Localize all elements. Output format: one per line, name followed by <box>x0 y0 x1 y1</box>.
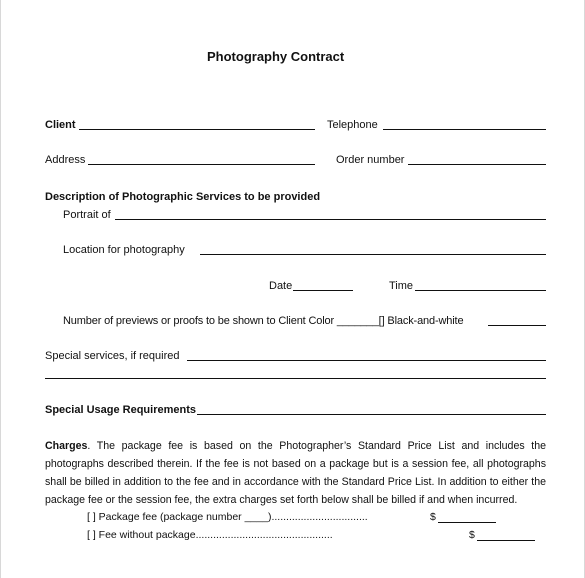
location-label: Location for photography <box>63 244 185 256</box>
client-field[interactable] <box>79 129 315 130</box>
charges-text: . The package fee is based on the Photographer’s Standard Price List and includes the photographs described therein. If the fee is not based on a package but is a session fee, all photographs shall be billed in addition to the fee and in accordance with the Standard Price List. In addition to either the package fee or the session fee, the extra charges set forth below shall be billed if and when incurred. <box>45 440 546 506</box>
telephone-label: Telephone <box>327 119 378 131</box>
order-number-label: Order number <box>336 154 405 166</box>
date-label: Date <box>269 280 293 292</box>
without-package-currency: $ <box>469 529 475 541</box>
special-services-field-line2[interactable] <box>45 378 546 379</box>
address-label: Address <box>45 154 86 166</box>
date-field[interactable] <box>293 290 353 291</box>
time-field[interactable] <box>415 290 546 291</box>
special-services-label: Special services, if required <box>45 350 180 362</box>
previews-label: Number of previews or proofs to be shown to Client Color _______[] Black-and-white <box>63 315 464 327</box>
telephone-field[interactable] <box>383 129 546 130</box>
client-label: Client <box>45 119 76 131</box>
package-fee-currency: $ <box>430 511 436 523</box>
usage-field[interactable] <box>197 414 546 415</box>
package-fee-label: [ ] Package fee (package number ____)................................. <box>87 511 368 523</box>
services-heading: Description of Photographic Services to be provided <box>45 191 321 203</box>
usage-heading: Special Usage Requirements <box>45 404 197 416</box>
location-field[interactable] <box>200 254 546 255</box>
order-number-field[interactable] <box>408 164 546 165</box>
without-package-amount[interactable] <box>477 540 535 541</box>
page-title: Photography Contract <box>207 49 345 64</box>
special-services-field[interactable] <box>187 360 546 361</box>
charges-paragraph <box>45 437 546 509</box>
without-package-label: [ ] Fee without package............................................... <box>87 529 333 541</box>
address-field[interactable] <box>88 164 315 165</box>
time-label: Time <box>389 280 414 292</box>
charges-lead: Charges <box>45 440 88 452</box>
package-fee-amount[interactable] <box>438 522 496 523</box>
previews-field[interactable] <box>488 325 546 326</box>
portrait-of-field[interactable] <box>115 219 546 220</box>
portrait-of-label: Portrait of <box>63 209 111 221</box>
